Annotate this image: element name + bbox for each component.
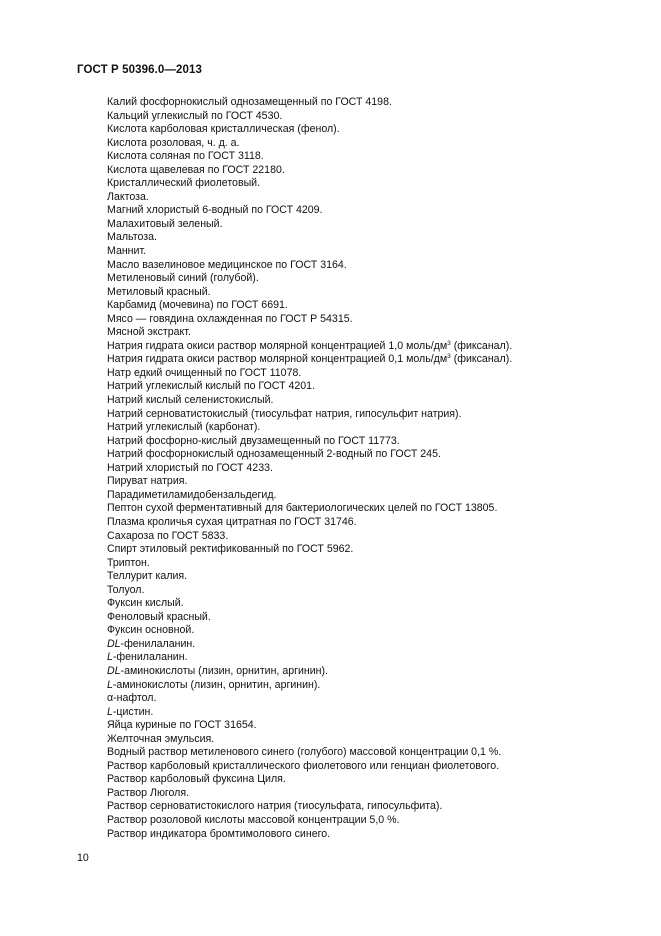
list-item: Калий фосфорнокислый однозамещенный по ГОСТ 4198.: [107, 96, 392, 108]
list-item: Триптон.: [107, 556, 150, 569]
list-item: Лактоза.: [107, 190, 149, 203]
list-item: Масло вазелиновое медицинское по ГОСТ 3164.: [107, 258, 347, 271]
list-item: Натрия гидрата окиси раствор молярной концентрацией 1,0 моль/$дм^3$ (фиксанал).: [107, 339, 513, 352]
list-item: Раствор Люголя.: [107, 786, 190, 799]
reagent-list: [107, 96, 512, 841]
list-item: Фуксин кислый.: [107, 597, 184, 610]
list-item: Кристаллический фиолетовый.: [107, 177, 261, 190]
list-item: Фуксин основной.: [107, 624, 195, 637]
list-item: Кислота соляная по ГОСТ 3118.: [107, 150, 264, 163]
list-item: Натрий серноватистокислый (тиосульфат натрия, гипосульфит натрия).: [107, 407, 462, 420]
list-item: Парадиметиламидобензальдегид.: [107, 488, 277, 501]
list-item: Раствор индикатора бромтимолового синего.: [107, 827, 331, 840]
list-item: α-нафтол.: [107, 692, 157, 705]
list-item: Раствор карболовый кристаллического фиолетового или генциан фиолетового.: [107, 759, 500, 772]
list-item: Натрий фосфорно-кислый двузамещенный по ГОСТ 11773.: [107, 434, 400, 447]
list-item: Пептон сухой ферментативный для бактериологических целей по ГОСТ 13805.: [107, 502, 498, 515]
list-item: Мальтоза.: [107, 231, 157, 244]
list-item: Спирт этиловый ректификованный по ГОСТ 5962.: [107, 543, 354, 556]
list-item: Мясной экстракт.: [107, 326, 191, 339]
list-item: Натрия гидрата окиси раствор молярной концентрацией 0,1 моль/$дм^3$ (фиксанал).: [107, 353, 513, 366]
list-item: L-цистин.: [107, 705, 154, 718]
list-item: Кислота карболовая кристаллическая (фенол).: [107, 123, 340, 136]
list-item: Мясо — говядина охлажденная по ГОСТ Р 54315.: [107, 312, 353, 325]
list-item: Раствор карболовый фуксина Циля.: [107, 773, 286, 786]
list-item: Натрий углекислый (карбонат).: [107, 421, 261, 434]
list-item: Пируват натрия.: [107, 475, 188, 488]
list-item: Малахитовый зеленый.: [107, 217, 223, 230]
list-item: Карбамид (мочевина) по ГОСТ 6691.: [107, 299, 288, 312]
list-item: Толуол.: [107, 583, 145, 596]
list-item: L-фенилаланин.: [107, 651, 188, 664]
list-item: Метиловый красный.: [107, 285, 211, 298]
list-item: Кислота щавелевая по ГОСТ 22180.: [107, 163, 285, 176]
list-item: Метиленовый синий (голубой).: [107, 272, 259, 285]
list-item: Яйца куриные по ГОСТ 31654.: [107, 719, 257, 732]
list-item: Натрий кислый селенистокислый.: [107, 394, 274, 407]
list-item: Водный раствор метиленового синего (голубого) массовой концентрации 0,1 %.: [107, 746, 502, 759]
list-item: Раствор розоловой кислоты массовой концентрации 5,0 %.: [107, 813, 400, 826]
list-item: Желточная эмульсия.: [107, 732, 215, 745]
list-item: Раствор серноватистокислого натрия (тиосульфата, гипосульфита).: [107, 800, 443, 813]
list-item: Кальций углекислый по ГОСТ 4530.: [107, 109, 283, 122]
document-header: ГОСТ Р 50396.0—2013: [77, 64, 202, 76]
list-item: Натрий углекислый кислый по ГОСТ 4201.: [107, 380, 316, 393]
list-item: Натр едкий очищенный по ГОСТ 11078.: [107, 366, 302, 379]
list-item: Натрий фосфорнокислый однозамещенный 2-водный по ГОСТ 245.: [107, 448, 441, 461]
list-item: Сахароза по ГОСТ 5833.: [107, 529, 229, 542]
list-item: Натрий хлористый по ГОСТ 4233.: [107, 461, 273, 474]
list-item: Маннит.: [107, 245, 147, 258]
list-item: Кислота розоловая, ч. д. а.: [107, 136, 240, 149]
list-item: Магний хлористый 6-водный по ГОСТ 4209.: [107, 204, 323, 217]
list-item: Плазма кроличья сухая цитратная по ГОСТ 31746.: [107, 515, 357, 528]
page-number: 10: [77, 852, 89, 864]
list-item: L-аминокислоты (лизин, орнитин, аргинин).: [107, 678, 321, 691]
list-item: DL-фенилаланин.: [107, 637, 196, 650]
list-item: Феноловый красный.: [107, 610, 211, 623]
list-item: Теллурит калия.: [107, 570, 188, 583]
list-item: DL-аминокислоты (лизин, орнитин, аргинин).: [107, 664, 328, 677]
